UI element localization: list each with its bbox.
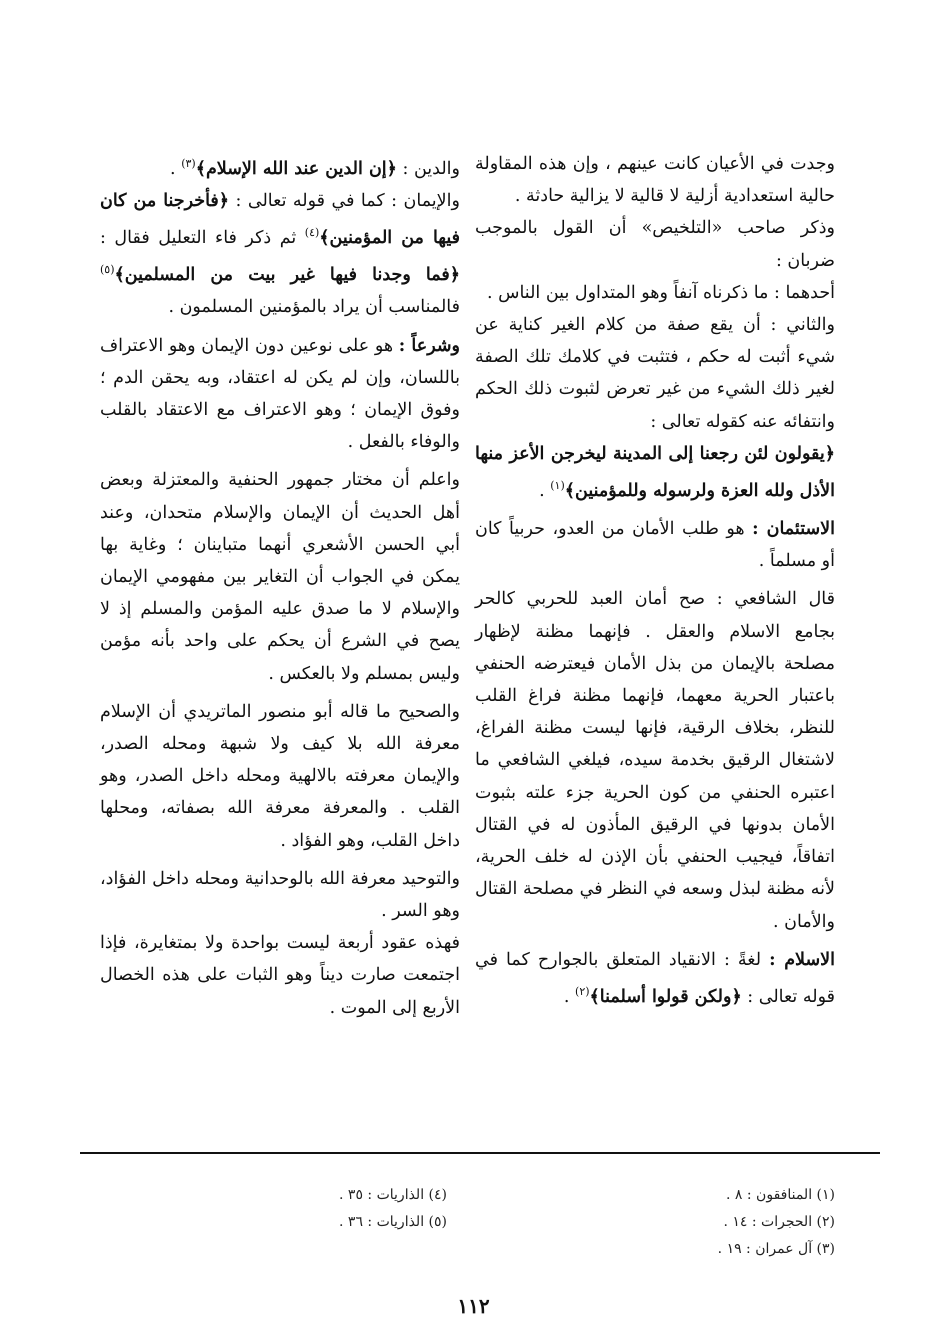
verse-text: ﴿يقولون لئن رجعنا إلى المدينة ليخرجن الأعز منها الأذل ولله العزة ولرسوله وللمؤمنين﴾ — [475, 443, 835, 501]
paragraph-text — [100, 148, 460, 185]
paragraph-1 — [475, 148, 835, 507]
paragraph-din-iman — [100, 148, 460, 324]
verse-text: ﴿ولكن قولوا أسلمنا﴾ — [589, 986, 742, 1007]
term-heading: وشرعاً : — [398, 335, 460, 356]
footnotes-right — [455, 1182, 835, 1263]
paragraph-text: والتوحيد معرفة الله بالوحدانية ومحله داخل الفؤاد، وهو السر . — [100, 868, 460, 921]
text-run: ثم ذكر فاء التعليل فقال : — [100, 228, 297, 249]
footnotes-left — [67, 1182, 447, 1236]
text-run: فالمناسب أن يراد بالمؤمنين المسلمون . — [168, 297, 460, 318]
paragraph-text: واعلم أن مختار جمهور الحنفية والمعتزلة وبعض أهل الحديث أن الإيمان والإسلام متحدان، وعند أبي الحسن الأشعري أنهما متباينان ؛ وغاية بها يمكن في الجواب أن التغاير بين مفهومي الإيمان والإسلام لا ما صدق عليه المؤمن والمسلم إذ لا يصح في الشرع أن يحكم على واحد بأنه مؤمن وليس بمسلم ولا بالعكس . — [100, 470, 460, 684]
punctuation: . — [539, 480, 545, 501]
paragraph-text: وجدت في الأعيان كانت عينهم ، وإن هذه المقاولة حالية استعدادية أزلية لا قالية لا يزالية حادثة . — [475, 154, 835, 207]
definition — [100, 330, 460, 459]
footnote-ref: (٢) — [575, 984, 590, 998]
term-heading: الاستئمان : — [752, 519, 835, 540]
right-text-column — [475, 148, 835, 1019]
footnote: (٥) الذاريات : ٣٦ . — [339, 1214, 447, 1230]
footnote: (٤) الذاريات : ٣٥ . — [339, 1187, 447, 1203]
footnote-ref: (٤) — [304, 226, 320, 240]
text-run: والإيمان : كما في قوله تعالى : — [235, 191, 460, 212]
text-run: والدين : — [402, 158, 460, 179]
paragraph-text: فهذه عقود أربعة ليست بواحدة ولا بمتغايرة، فإذا اجتمعت صارت ديناً وهو الثبات على هذه الخصال الأربع إلى الموت . — [100, 933, 460, 1018]
paragraph-text: قال الشافعي : صح أمان العبد للحربي كالحر بجامع الاسلام والعقل . فإنهما مظنة لإظهار مصلحة بالإيمان من بذل الأمان فيعترضه الحنفي باعتبار الحرية معهما، فإنهما مظنة فراغ القلب للنظر، بخلاف الرقية، فإنها ليست مظنة الفراغ، لاشتغال الرقيق بخدمة سيده، فيلغي الشافعي ما اعتبره الحنفي من كون الحرية جزء علته بثبوت الأمان بدونها في الرقيق المأذون له في القتال اتفاقاً، فيجيب الحنفي بأن الإذن له خلف الحرية، لأنه مظنة لبذل وسعه في النظر في مصلحة القتال والأمان . — [475, 589, 835, 932]
paragraph-text — [100, 185, 460, 323]
footnote-divider — [80, 1152, 880, 1154]
footnote: (٣) آل عمران : ١٩ . — [717, 1241, 835, 1257]
definition — [475, 513, 835, 577]
paragraph-text: وذكر صاحب «التلخيص» أن القول بالموجب ضربان : — [475, 218, 835, 271]
page-number: ١١٢ — [457, 1294, 490, 1318]
punctuation: . — [170, 158, 176, 179]
definition-text: هو على نوعين دون الإيمان وهو الاعتراف باللسان، وإن لم يكن له اعتقاد، وبه يحقن الدم ؛ وفوق الإيمان ؛ وهو الاعتراف مع الاعتقاد بالقلب والوفاء بالفعل . — [100, 335, 460, 453]
paragraph-text: أحدهما : ما ذكرناه آنفاً وهو المتداول بين الناس . — [486, 282, 835, 303]
paragraph-maturidi — [100, 696, 460, 857]
verse-text: ﴿فأخرجنا من كان فيها من المؤمنين﴾ — [100, 191, 460, 249]
definition-text: لغةً : الانقياد المتعلق بالجوارح كما في قوله تعالى : — [475, 949, 835, 1007]
quran-verse — [475, 438, 835, 507]
footnote-ref: (١) — [550, 479, 565, 493]
footnote-ref: (٣) — [181, 157, 196, 170]
footnote: (٢) الحجرات : ١٤ . — [723, 1214, 835, 1230]
left-text-column — [100, 148, 460, 1030]
definition-text: هو طلب الأمان من العدو، حربياً كان أو مسلماً . — [475, 519, 835, 572]
paragraph-shar — [100, 330, 460, 459]
term-heading: الاسلام : — [769, 949, 835, 970]
paragraph-shafii — [475, 583, 835, 937]
paragraph-islam — [475, 944, 835, 1013]
footnote: (١) المنافقون : ٨ . — [726, 1187, 835, 1203]
footnote-ref: (٥) — [100, 263, 115, 277]
punctuation: . — [563, 986, 570, 1007]
paragraph-istiman — [475, 513, 835, 577]
paragraph-tawhid — [100, 863, 460, 1024]
definition — [475, 944, 835, 1013]
paragraph-ashari — [100, 464, 460, 689]
verse-text: ﴿إن الدين عند الله الإسلام﴾ — [195, 158, 397, 179]
verse-text: ﴿فما وجدنا فيها غير بيت من المسلمين﴾ — [114, 265, 460, 286]
paragraph-text: والصحيح ما قاله أبو منصور الماتريدي أن الإسلام معرفة الله بلا كيف ولا شبهة ومحله الصدر، والإيمان معرفته بالالهية ومحله داخل الصدر، وهو القلب . والمعرفة معرفة الله بصفاته، ومحلها داخل القلب، وهو الفؤاد . — [100, 701, 460, 851]
paragraph-text: والثاني : أن يقع صفة من كلام الغير كناية عن شيء أثبت له حكم ، فتثبت في كلامك تلك الصفة لغير ذلك الشيء من غير تعرض لثبوت ذلك الحكم وانتفائه عنه كقوله تعالى : — [475, 315, 835, 432]
